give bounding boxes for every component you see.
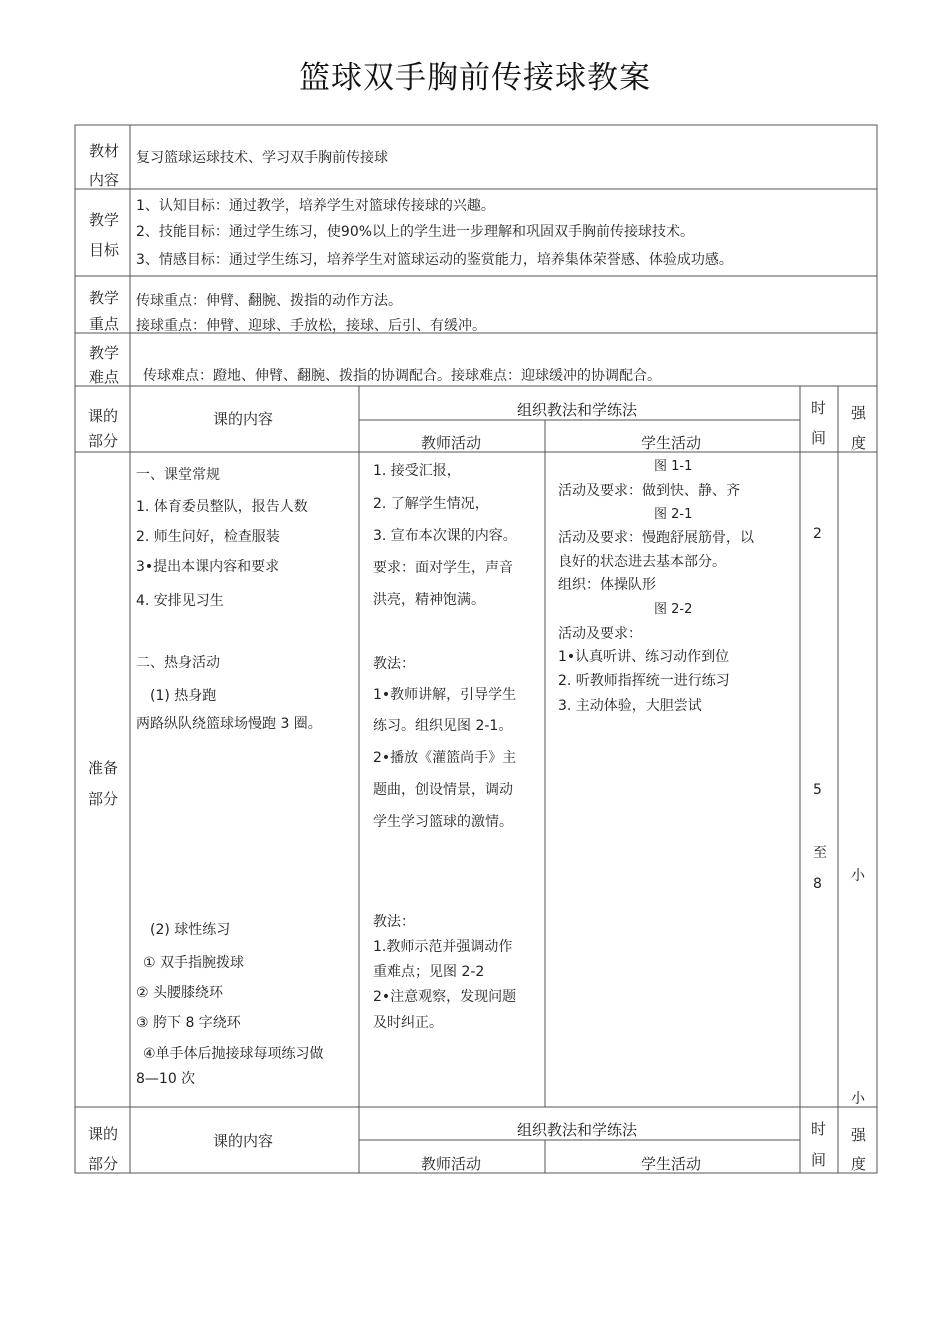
header-intensity-2: 度 — [851, 434, 867, 452]
header-time-1: 时 — [811, 1120, 827, 1138]
prep-s2-sub2: (2) 球性练习 — [150, 922, 231, 938]
prep-s2-sub2-item: ③ 胯下 8 字绕环 — [136, 1015, 241, 1031]
student-line: 1•认真听讲、练习动作到位 — [558, 649, 730, 665]
goal-item-2: 2、技能目标：通过学生练习，使90%以上的学生进一步理解和巩固双手胸前传接球技术。 — [136, 224, 695, 240]
teacher-line: 及时纠正。 — [373, 1015, 443, 1031]
header-student: 学生活动 — [641, 434, 702, 452]
header-time-1: 时 — [811, 399, 827, 417]
prep-s2-sub1-desc: 两路纵队绕篮球场慢跑 3 圈。 — [136, 716, 322, 732]
goals-label-2: 目标 — [89, 241, 120, 259]
teacher-line: 学生学习篮球的激情。 — [373, 814, 513, 830]
time-value: 5 — [813, 782, 822, 798]
student-fig-label: 图 2-1 — [654, 507, 693, 522]
student-fig-label: 图 1-1 — [654, 459, 693, 474]
teacher-method-title: 教法： — [373, 914, 415, 930]
page-title: 篮球双手胸前传接球教案 — [299, 60, 651, 96]
prep-s1-item: 1. 体育委员整队，报告人数 — [136, 499, 308, 515]
teacher-line: 题曲，创设情景，调动 — [373, 782, 513, 798]
teacher-method-title: 教法： — [373, 656, 415, 672]
diff-label-1: 教学 — [89, 344, 120, 362]
student-line: 活动及要求： — [558, 626, 642, 642]
goal-item-1: 1、认知目标：通过教学，培养学生对篮球传接球的兴趣。 — [136, 198, 495, 214]
prep-s1-item: 4. 安排见习生 — [136, 593, 224, 609]
prep-s2-sub1: (1) 热身跑 — [150, 688, 217, 704]
student-line: 2. 听教师指挥统一进行练习 — [558, 673, 730, 689]
teacher-line: 要求：面对学生，声音 — [373, 560, 513, 576]
student-line: 活动及要求：做到快、静、齐 — [558, 483, 740, 499]
teacher-line: 2•注意观察，发现问题 — [373, 989, 517, 1005]
header-teacher: 教师活动 — [421, 1155, 482, 1173]
teacher-line: 洪亮，精神饱满。 — [373, 592, 485, 608]
material-label-1: 教材 — [89, 142, 120, 160]
prep-s2-sub2-item: ① 双手指腕拨球 — [143, 955, 245, 971]
header-content: 课的内容 — [213, 1132, 274, 1150]
difficulties-content: 传球难点：蹬地、伸臂、翻腕、拨指的协调配合。接球难点：迎球缓冲的协调配合。 — [143, 368, 661, 384]
header-student: 学生活动 — [641, 1155, 702, 1173]
header-part-1: 课的 — [88, 407, 119, 425]
intensity-value: 小 — [851, 868, 865, 884]
teacher-line: 3. 宣布本次课的内容。 — [373, 528, 517, 544]
student-line: 活动及要求：慢跑舒展筋骨，以 — [558, 530, 754, 546]
diff-label-2: 难点 — [89, 368, 120, 386]
prep-part-1: 准备 — [88, 759, 119, 777]
student-line: 组织：体操队形 — [558, 577, 656, 593]
header-part-1: 课的 — [88, 1125, 119, 1143]
header-part-2: 部分 — [88, 1155, 119, 1173]
header-intensity-2: 度 — [851, 1155, 867, 1173]
prep-s2-sub2-item: ④单手体后抛接球每项练习做 — [143, 1046, 324, 1062]
header-intensity-1: 强 — [851, 404, 867, 422]
student-fig-label: 图 2-2 — [654, 602, 693, 617]
material-label-2: 内容 — [89, 171, 120, 189]
intensity-value: 小 — [851, 1091, 865, 1107]
header-teacher: 教师活动 — [421, 434, 482, 452]
time-value: 至 — [813, 845, 827, 861]
header-org: 组织教法和学练法 — [517, 1121, 638, 1139]
time-value: 2 — [813, 526, 822, 542]
key-item-1: 传球重点：伸臂、翻腕、拨指的动作方法。 — [136, 293, 402, 309]
header-content: 课的内容 — [213, 410, 274, 428]
material-content: 复习篮球运球技术、学习双手胸前传接球 — [136, 150, 388, 166]
key-item-2: 接球重点：伸臂、迎球、手放松，接球、后引、有缓冲。 — [136, 318, 486, 334]
header-org: 组织教法和学练法 — [517, 401, 638, 419]
header-part-2: 部分 — [88, 432, 119, 450]
goal-item-3: 3、情感目标：通过学生练习，培养学生对篮球运动的鉴赏能力，培养集体荣誉感、体验成功感。 — [136, 252, 733, 268]
prep-s1-item: 3•提出本课内容和要求 — [136, 559, 280, 575]
teacher-line: 1. 接受汇报， — [373, 463, 461, 479]
prep-part-2: 部分 — [88, 790, 119, 808]
header-time-2: 间 — [811, 1151, 827, 1169]
time-value: 8 — [813, 876, 822, 892]
header-intensity-1: 强 — [851, 1126, 867, 1144]
prep-s1-item: 2. 师生问好，检查服装 — [136, 529, 280, 545]
student-line: 良好的状态进去基本部分。 — [558, 554, 726, 570]
teacher-line: 1•教师讲解，引导学生 — [373, 687, 517, 703]
teacher-line: 练习。组织见图 2-1。 — [373, 718, 513, 734]
goals-label-1: 教学 — [89, 211, 120, 229]
teacher-line: 2•播放《灌篮尚手》主 — [373, 750, 517, 766]
teacher-line: 重难点；见图 2-2 — [373, 964, 485, 980]
teacher-line: 1.教师示范并强调动作 — [373, 939, 513, 955]
prep-s1-title: 一、课堂常规 — [136, 467, 220, 483]
header-time-2: 间 — [811, 429, 827, 447]
key-label-1: 教学 — [89, 289, 120, 307]
prep-s2-sub2-item: ② 头腰膝绕环 — [136, 985, 224, 1001]
teacher-line: 2. 了解学生情况， — [373, 496, 489, 512]
prep-s2-title: 二、热身活动 — [136, 655, 220, 671]
prep-s2-sub2-item: 8—10 次 — [136, 1071, 196, 1087]
student-line: 3. 主动体验，大胆尝试 — [558, 698, 702, 714]
key-label-2: 重点 — [89, 315, 120, 333]
